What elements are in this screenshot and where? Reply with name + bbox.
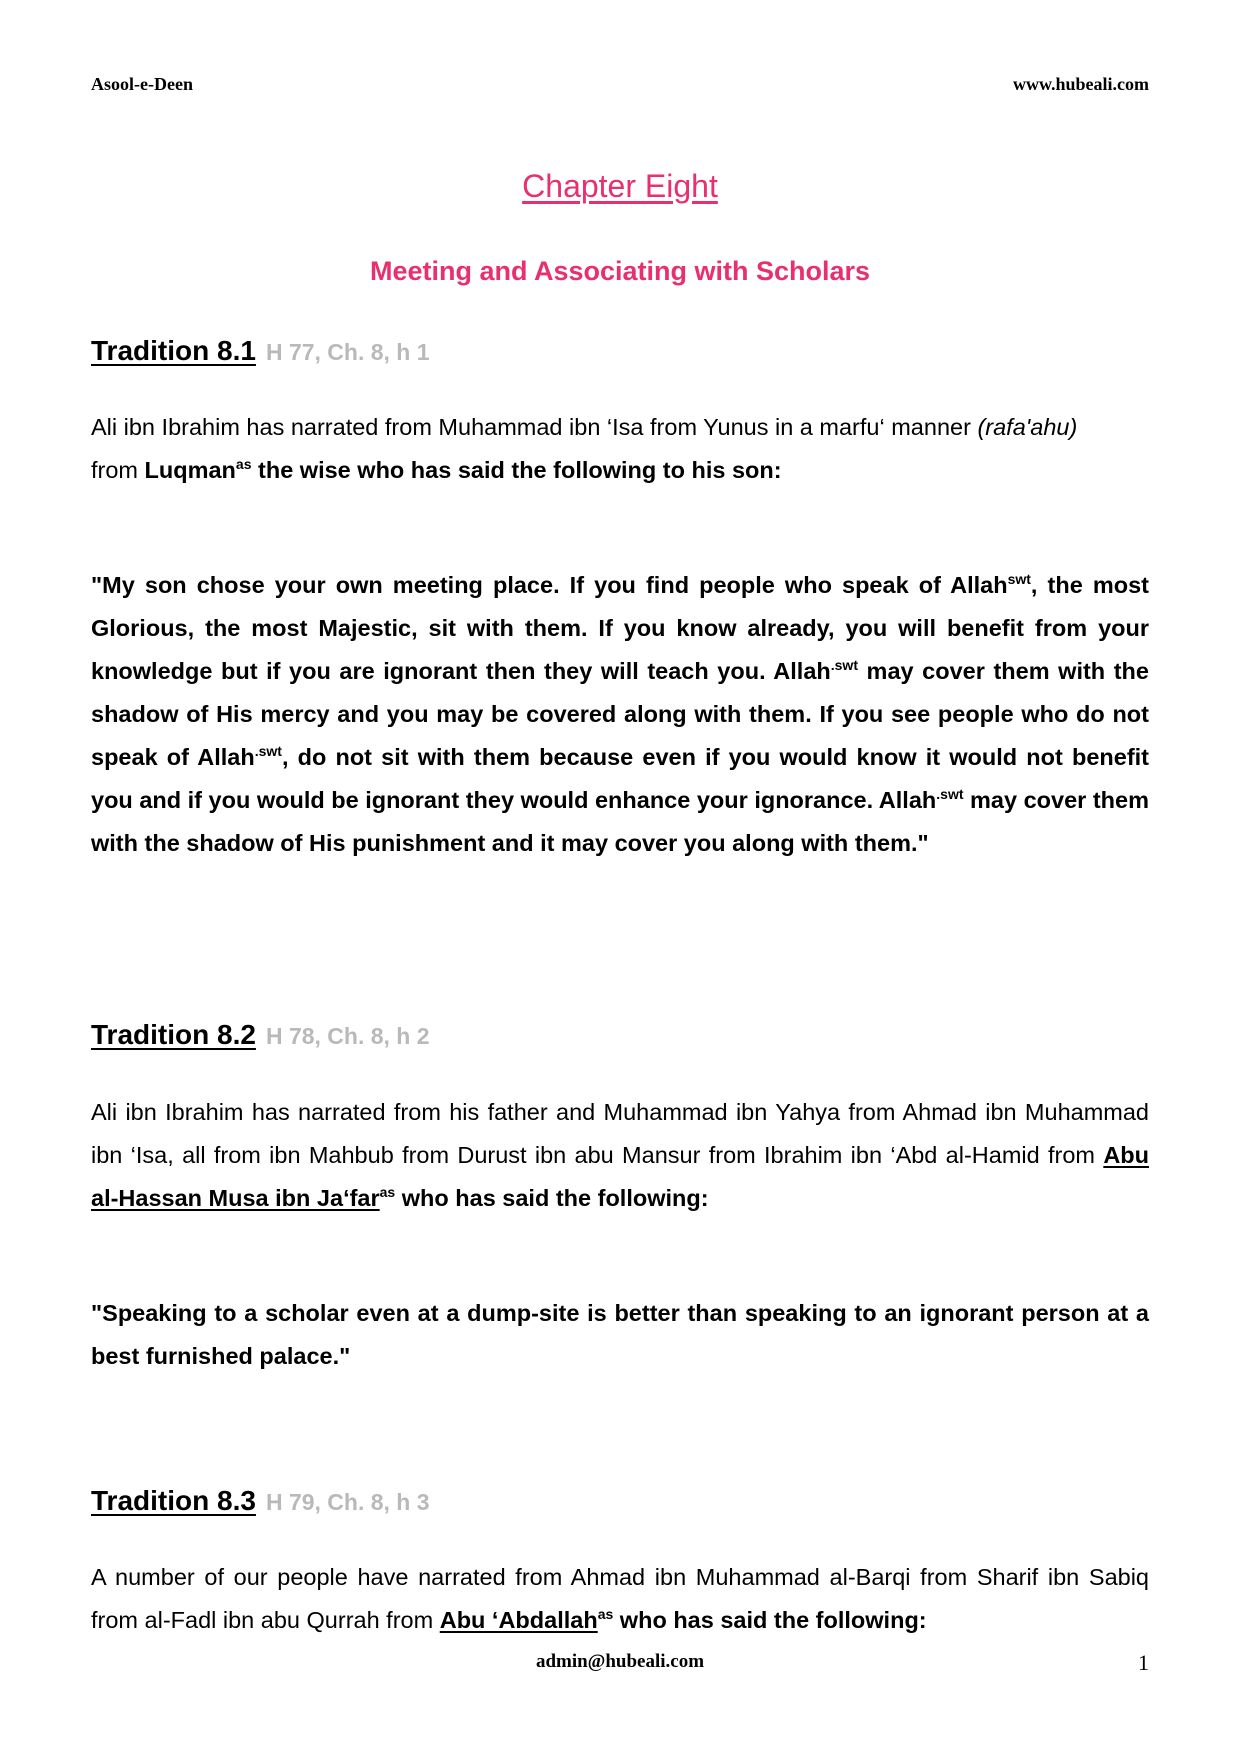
chain-from: from: [91, 457, 145, 483]
quote-honorific: .swt: [254, 743, 282, 759]
chain-end: who has said the following:: [613, 1607, 927, 1633]
header-website: www.hubeali.com: [1012, 74, 1149, 94]
tradition-heading-8-3: [91, 1484, 430, 1519]
quote-text: "Speaking to a scholar even at a dump-site is better than speaking to an ignorant person at a best furnished palace.": [91, 1300, 1149, 1369]
chain-end: the wise who has said the following to his son:: [251, 457, 782, 483]
chain-italic: (rafa'ahu): [977, 414, 1078, 440]
tradition-heading-8-1: [91, 334, 430, 369]
header-book-title: Asool-e-Deen: [91, 74, 193, 94]
quote-segment: , the most Glorious, the most Majestic, sit with them. If you know already, you will benefit from your knowledge but if you are ignorant then they will teach you. Allah: [91, 572, 1149, 684]
narrator-name: Luqman: [144, 457, 236, 483]
chapter-title: Chapter Eight: [522, 168, 718, 204]
tradition-chain-8-3: [91, 1556, 1149, 1642]
footer-email: admin@hubeali.com: [535, 1651, 705, 1672]
tradition-number: Tradition 8.1: [91, 335, 256, 366]
tradition-number: Tradition 8.3: [91, 1485, 256, 1516]
quote-segment: "My son chose your own meeting place. If you find people who speak of Allah: [91, 572, 1008, 598]
quote-honorific: swt: [1007, 571, 1031, 587]
quote-segment: , do not sit with them because even if you would know it would not benefit you and if you would be ignorant they would enhance your ignorance. Allah: [91, 744, 1150, 813]
tradition-quote-8-2: [91, 1292, 1149, 1378]
tradition-quote-8-1: [91, 564, 1149, 865]
tradition-chain-8-2: [91, 1091, 1149, 1220]
narrator-honorific: as: [379, 1184, 396, 1200]
narrator-name: Abu ‘Abdallah: [439, 1607, 598, 1633]
tradition-chain-8-1: [91, 406, 1149, 492]
chapter-subtitle: Meeting and Associating with Scholars: [369, 256, 871, 286]
quote-segment: may cover them with the shadow of His punishment and it may cover you along with them.": [91, 787, 1149, 856]
chain-text: Ali ibn Ibrahim has narrated from Muhammad ibn ‘Isa from Yunus in a marfu‘ manner: [91, 414, 978, 440]
tradition-reference: H 77, Ch. 8, h 1: [265, 339, 430, 365]
chain-text: A number of our people have narrated from Ahmad ibn Muhammad al-Barqi from Sharif ibn Sabiq from al-Fadl ibn abu Qurrah from: [91, 1564, 1149, 1633]
narrator-honorific: as: [597, 1606, 614, 1622]
tradition-reference: H 79, Ch. 8, h 3: [265, 1489, 430, 1515]
chain-text: Ali ibn Ibrahim has narrated from his father and Muhammad ibn Yahya from Ahmad ibn Muhammad ibn ‘Isa, all from ibn Mahbub from Durust ibn abu Mansur from Ibrahim ibn ‘Abd al-Hamid from: [91, 1099, 1149, 1168]
quote-honorific: .swt: [830, 657, 858, 673]
tradition-reference: H 78, Ch. 8, h 2: [265, 1023, 430, 1049]
page-number: 1: [1138, 1650, 1149, 1675]
narrator-honorific: as: [235, 456, 252, 472]
chain-end: who has said the following:: [395, 1185, 709, 1211]
tradition-number: Tradition 8.2: [91, 1019, 256, 1050]
quote-honorific: .swt: [936, 786, 964, 802]
narrator-name: Abu al-Hassan Musa ibn Ja‘far: [91, 1142, 1149, 1211]
tradition-heading-8-2: [91, 1018, 430, 1053]
quote-segment: may cover them with the shadow of His mercy and you may be covered along with them. If you see people who do not speak of Allah: [91, 658, 1149, 770]
